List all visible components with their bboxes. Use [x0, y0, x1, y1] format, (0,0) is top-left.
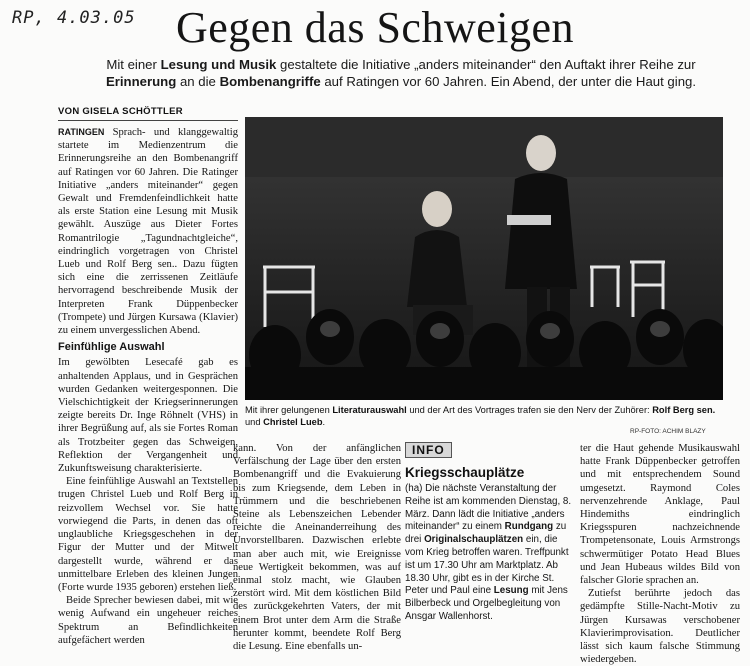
article-paragraph: ter die Haut gehende Musikauswahl hatte Frank Düppenbecker getroffen und mit entsprechendem Sound umgesetzt. Raymond Coles nervenzehrende Anklage, Paul Hindemiths eindringlich Kriegsspuren nachzeichnende Trompetensonate, Louis Armstrongs schwermütiger Potato Head Blues und Jean Hubeaus wildes Bild von falscher Glorie sprachen an.: [580, 443, 740, 587]
byline: VON GISELA SCHÖTTLER: [58, 106, 183, 117]
info-tag: INFO: [405, 442, 452, 458]
article-paragraph: Beide Sprecher bewiesen dabei, mit wie wenig Aufwand ein ungeheuer reiches Spektrum an Befindlichkeiten aufgefächert werden: [58, 595, 238, 646]
headline: Gegen das Schweigen: [175, 3, 575, 52]
lead-paragraph: Mit einer Lesung und Musik gestaltete die Initiative „anders miteinander“ den Auftakt ihrer Reihe zur Erinnerung an die Bombenangriffe auf Ratingen vor 60 Jahren. Ein Abend, der unter die Haut ging.: [105, 57, 697, 89]
article-column-4: [580, 442, 740, 666]
event-photo: [245, 117, 723, 400]
article-paragraph: Im gewölbten Lesecafé gab es anhaltenden Applaus, und in Gesprächen wurden Gedanken weitergesponnen. Die Vielschichtigkeit der Kriegserinnerungen zeigte bereits Dr. Inge Röhnelt (VHS) in ihrer Begrüßung auf, als sie Fortes Roman als Trotzbeiter gegen das Schweigen, Reflektion der Vergangenheit und Zukunftsweisung charakterisierte.: [58, 357, 238, 475]
info-text: (ha) Die nächste Veranstaltung der Reihe ist am kommenden Dienstag, 8. März. Dann lädt die Initiative „anders miteinander“ zu einem Rundgang zu drei Originalschauplätzen ein, die vom Krieg betroffen waren. Treffpunkt ist um 17.30 Uhr am Marktplatz. Ab 18.30 Uhr, gibt es in der Kirche St. Peter und Paul eine Lesung mit Jens Bilberbeck und Orgelbegleitung von Ansgar Wallenhorst.: [405, 483, 572, 622]
article-column-1: [58, 126, 238, 647]
subheading: Feinfühlige Auswahl: [58, 341, 165, 354]
dateline: RATINGEN: [58, 127, 105, 137]
info-heading: Kriegsschauplätze: [405, 465, 525, 480]
photo-caption: Mit ihrer gelungenen Literaturauswahl und der Art des Vortrages trafen sie den Nerv der Zuhörer: Rolf Berg sen. und Christel Lueb.: [245, 405, 716, 427]
article-paragraph: Zutiefst berührte jedoch das gedämpfte Stille-Nacht-Motiv zu Jürgen Kursawas verschobener Klavierimprovisation. Deutlicher lässt sich kaum falsche Stimmung wiedergeben.: [580, 588, 740, 666]
article-paragraph: Eine feinfühlige Auswahl an Textstellen trugen Christel Lueb und Rolf Berg in reizvollem Wechsel vor. Sie hatte vorwiegend die Parts, in denen das oft unglaubliche Kriegsgeschehen in der Figur der Mutter und der Mitwelt dargestellt wurde, während er das unmittelbare Erleben des kleinen Jungen (Forte wurde 1935 geboren) erstehen ließ.: [58, 476, 238, 593]
handwritten-note: RP, 4.03.05: [12, 8, 136, 28]
photo-credit: RP-FOTO: ACHIM BLAZY: [630, 428, 706, 435]
article-column-2: [233, 442, 401, 653]
stage-reading-image: [245, 117, 723, 400]
info-box: [405, 441, 575, 637]
byline-rule: [58, 120, 238, 121]
article-paragraph: kann. Von der anfänglichen Verfälschung der Lage über den ersten Bombenangriff und die Evakuierung bis zum Kriegsende, dem Leben in Trümmern und die beschriebenen Steine als Lebenszeichen Lebender reichte die Aneinanderreihung des Unvorstellbaren. Dazwischen erlebte man aber auch mit, wie Ereignisse neue Wertigkeit bekommen, was auf einmal stolz macht, wie Glauben zerstört wird. Mit dem köstlichen Bild des zurückgekehrten Vaters, der mit einem Brot unter dem Arm die Straße herunter kommt, beendete Rolf Berg die Lesung. Eine ebenfalls un-: [233, 443, 401, 653]
article-paragraph: RATINGEN Sprach- und klanggewaltig startete im Medienzentrum die Erinnerungsreihe an den Bombenangriff auf Ratingen vor 60 Jahren. Die Ratinger Initiative „anders miteinander“ gegen Gewalt und Fremdenfeindlichkeit hatte als erste Station eine Lesung mit Musik gewählt. Auszüge aus Dieter Fortes Romantrilogie „Tagundnachtgleiche“, eindringlich vorgetragen von Christel Lueb und Rolf Berg sen.. Dazu fügten sich eine die zerrissenen Zeitläufe hervorragend beschreibende Musik der Interpreten Frank Düppenbecker (Trompete) und Jürgen Kursawa (Klavier) zu einem unvergesslichen Abend.: [58, 127, 238, 337]
